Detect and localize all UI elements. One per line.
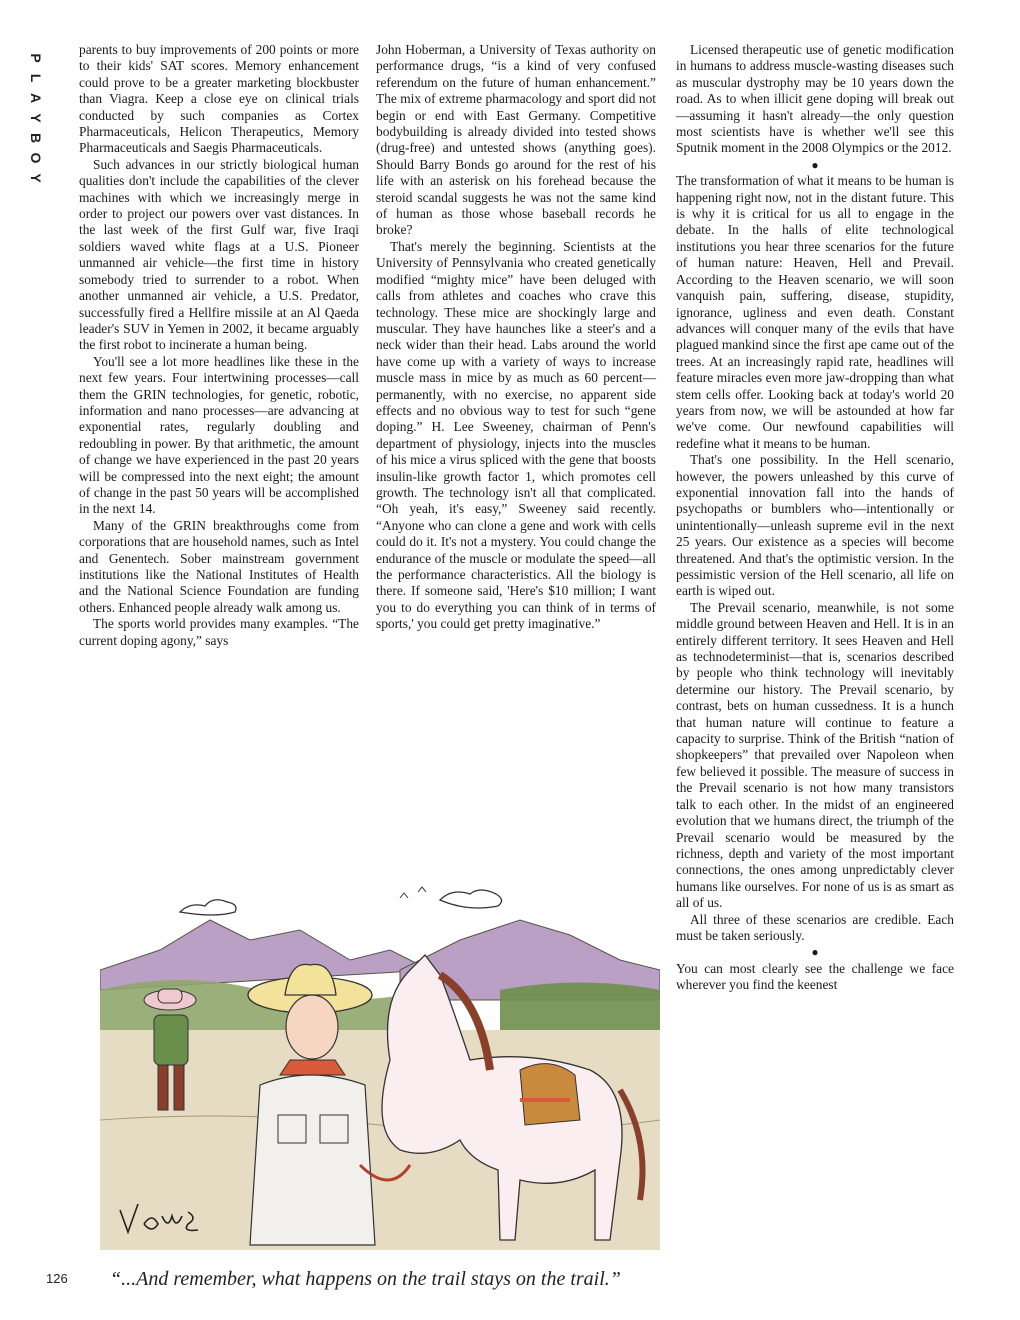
col3-paragraph: The Prevail scenario, meanwhile, is not some middle ground between Heaven and Hell. It is in an entirely different territory. It sees Heaven and Hell as technodeterminist—that is, scenarios described by people who think technology will inevitably determine our history. The Prevail scenario, by contrast, bets on human cussedness. It is a hunch that human nature will continue to feature a capacity to surprise. Think of the British “nation of shopkeepers” that prevailed over Napoleon when few believed it possible. The measure of success in the Prevail scenario is not how many transistors talk to each other. In the midst of an engineered evolution that we humans direct, the triumph of the Prevail scenario would be measured by the richness, depth and variety of the most important connections, the ones among unpredictably clever humans like ourselves. For none of us is as smart as all of us. (676, 599, 954, 911)
magazine-letter: A (28, 92, 44, 104)
col1-paragraph: Many of the GRIN breakthroughs come from corporations that are household names, such as Intel and Genentech. Sober mainstream government institutions like the National Institutes of Health and the National Science Foundation are funding others. Enhanced people already walk among us. (79, 517, 359, 615)
col3-paragraph: That's one possibility. In the Hell scenario, however, the powers unleashed by this curve of exponential innovation fall into the hands of psychopaths or bumblers who—intentionally or unintentionally—unleash supreme evil in the next 25 years. Our existence as a species will become threatened. And that's the optimistic version. In the pessimistic version of the Hell scenario, all life on earth is wiped out. (676, 452, 954, 599)
magazine-letter: B (28, 132, 44, 144)
cartoon-caption: “...And remember, what happens on the trail stays on the trail.” (110, 1268, 621, 1290)
text-column-3 (676, 42, 954, 994)
magazine-letter: Y (28, 173, 44, 183)
col3-paragraph: All three of these scenarios are credible. Each must be taken seriously. (676, 911, 954, 943)
col2-paragraph: That's merely the beginning. Scientists at the University of Pennsylvania who created genetically modified “mighty mice” have been deluged with calls from athletes and coaches who crave this technology. These mice are shockingly large and muscular. They have haunches like a steer's and a neck wider than their head. Labs around the world have come up with a variety of ways to increase muscle mass in mice by as much as 60 percent—permanently, with no exercise, no apparent side effects and no obvious way to test for such “gene doping.” H. Lee Sweeney, chairman of Penn's department of physiology, injects into the muscles of his mice a virus spliced with the gene that boosts insulin-like growth factor 1, which promotes cell growth. The technology isn't all that complicated. “Oh yeah, it's easy,” Sweeney said recently. “Anyone who can clone a gene and work with cells could do it. It's not a mystery. You could change the endurance of the muscle or modulate the speed—all the performance characteristics. All the biology is there. If someone said, 'Here's $10 million; I want you to do everything you can think of in terms of sports,' you could get pretty imaginative.” (376, 238, 656, 632)
text-column-1 (79, 42, 359, 649)
col3-paragraph: Licensed therapeutic use of genetic modification in humans to address muscle-wasting diseases such as muscular dystrophy may be 10 years down the road. As to when illicit gene doping will break out—assuming it hasn't already—the only question most scientists have is whether we'll see this Sputnik moment in the 2008 Olympics or the 2012. (676, 42, 954, 156)
magazine-letter: O (28, 152, 44, 164)
page-number: 126 (46, 1271, 68, 1286)
paragraph-last: You can most clearly see the challenge we face wherever you find the keenest (676, 960, 954, 993)
col1-paragraph: parents to buy improvements of 200 points or more to their kids' SAT scores. Memory enhancement could prove to be a greater marketing blockbuster than Viagra. Keep a close eye on clinical trials conducted by such companies as Cortex Pharmaceuticals, Helicon Therapeutics, Memory Pharmaceuticals and Saegis Pharmaceuticals. (79, 42, 359, 156)
text-column-2 (376, 42, 656, 633)
magazine-letter: L (28, 73, 44, 83)
col2-paragraph: John Hoberman, a University of Texas authority on performance drugs, “is a kind of very confused referendum on the future of human enhancement.” The mix of extreme pharmacology and sport did not begin or end with East Germany. Competitive bodybuilding is already divided into tested shows (drug-free) and untested shows (anything goes). Should Barry Bonds go around for the rest of his life with an asterisk on his forehead because the steroid scandal suggests he was not the same kind of human as those whose baseball records he broke? (376, 42, 656, 238)
col1-paragraph: Such advances in our strictly biological human qualities don't include the capabilities of the clever machines with which we increasingly merge in order to project our powers over vast distances. In the last week of the first Gulf war, five Iraqi soldiers waved white flags at a U.S. Pioneer unmanned air vehicle—the first time in history somebody tried to surrender to a robot. When another unmanned air vehicle, a U.S. Predator, successfully fired a Hellfire missile at an Al Qaeda leader's SUV in Yemen in 2002, it became arguably the first robot to incinerate a human being. (79, 156, 359, 353)
col1-paragraph: The sports world provides many examples. “The current doping agony,” says (79, 616, 359, 648)
magazine-letter: P (28, 53, 44, 63)
magazine-label (28, 48, 44, 188)
section-bullet-2: ● (811, 945, 819, 960)
section-bullet: ● (811, 157, 819, 172)
cartoon-illustration (100, 880, 660, 1250)
magazine-letter: Y (28, 113, 44, 123)
col3-paragraph: The transformation of what it means to be human is happening right now, not in the distant future. This is why it is critical for us all to engage in the debate. In the halls of elite technological institutions you hear three scenarios for the future of human nature: Heaven, Hell and Prevail. According to the Heaven scenario, we will soon vanquish pain, suffering, disease, stupidity, ignorance, ugliness and even death. Constant advances will conquer many of the evils that have plagued mankind since the first ape came out of the trees. At an increasingly rapid rate, headlines will feature miracles even more jaw-dropping than what stem cells offer. Looking back at today's world 20 years from now, we will be astounded at how far we've come. Our newfound capabilities will redefine what it means to be human. (676, 173, 954, 451)
col1-paragraph: You'll see a lot more headlines like these in the next few years. Four intertwining processes—call them the GRIN technologies, for genetic, robotic, information and nano processes—are advancing at exponential rates, regularly doubling and redoubling in power. By that arithmetic, the amount of change we have experienced in the past 20 years will be compressed into the next eight; the amount of change in the past 50 years will be accomplished in the next 14. (79, 353, 359, 517)
